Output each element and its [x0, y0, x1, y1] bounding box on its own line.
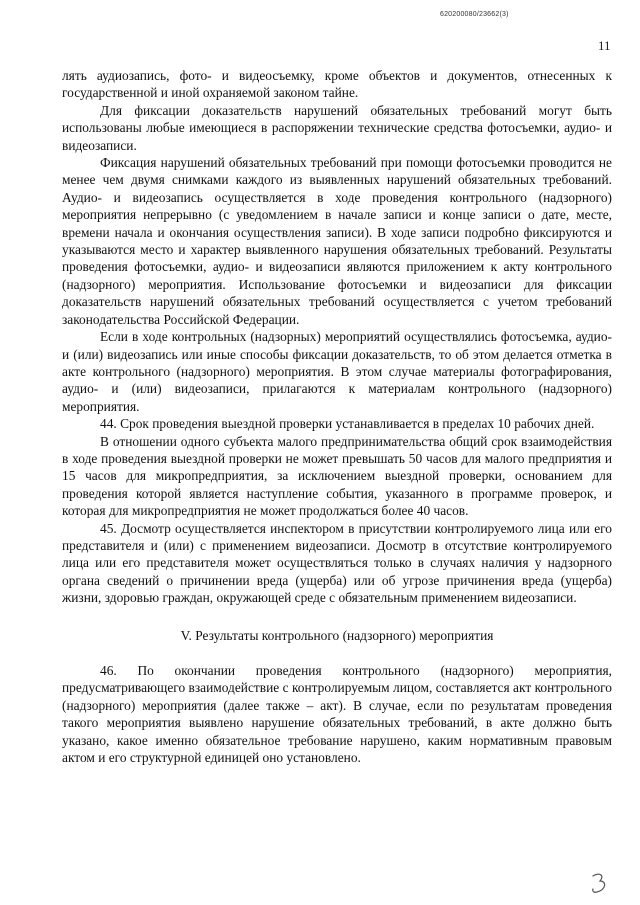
document-body	[62, 67, 612, 766]
paragraph-45: 45. Досмотр осуществляется инспектором в присутствии контролируемого лица или его представителя и (или) с применением видеозаписи. Досмотр в отсутствие контролируемого лица или его представителя может осуществляться только в случаях наличия у надзорного органа сведений о причинении вреда (ущерба) или об угрозе причинения вреда (ущерба) жизни, здоровью граждан, окружающей среде с обязательным применением видеозаписи.	[62, 520, 612, 606]
paragraph-46: 46. По окончании проведения контрольного (надзорного) мероприятия, предусматривающего взаимодействие с контролируемым лицом, составляется акт контрольного (надзорного) мероприятия (далее также – акт). В случае, если по результатам проведения такого мероприятия выявлено нарушение обязательных требований, в акте должно быть указано, какое именно обязательное требование нарушено, каким нормативным правовым актом и его структурной единицей оно установлено.	[62, 663, 612, 766]
page-number: 11	[598, 38, 611, 53]
paragraph-evidence-means: Для фиксации доказательств нарушений обязательных требований могут быть использованы любые имеющиеся в распоряжении технические средства фотосъемки, аудио- и видеозаписи.	[62, 102, 612, 153]
document-id: 620200080/23662(3)	[440, 11, 509, 18]
paragraph-44: 44. Срок проведения выездной проверки устанавливается в пределах 10 рабочих дней.	[100, 416, 595, 432]
section-heading: V. Результаты контрольного (надзорного) мероприятия	[180, 627, 494, 643]
handwritten-initial-mark	[585, 870, 613, 898]
paragraph-act-note: Если в ходе контрольных (надзорных) мероприятий осуществлялись фотосъемка, аудио- и (или) видеозапись или иные способы фиксации доказательств, то об этом делается отметка в акте контрольного (надзорного) мероприятия. В этом случае материалы фотографирования, аудио- и (или) видеозаписи, прилагаются к материалам контрольного (надзорного) мероприятия.	[62, 329, 612, 414]
paragraph-small-business-limit: В отношении одного субъекта малого предпринимательства общий срок взаимодействия в ходе проведения выездной проверки не может превышать 50 часов для малого предприятия и 15 часов для микропредприятия, за исключением выездной проверки, основанием для проведения которой является наступление события, указанного в программе проверок, и которая для микропредприятия не может продолжаться более 40 часов.	[62, 433, 612, 519]
paragraph-recording-procedure: Фиксация нарушений обязательных требований при помощи фотосъемки проводится не менее чем двумя снимками каждого из выявленных нарушений обязательных требований. Аудио- и видеозапись осуществляется в ходе проведения контрольного (надзорного) мероприятия непрерывно (с уведомлением в начале записи и конце записи о дате, месте, времени начала и окончания осуществления записи). В ходе записи подробно фиксируются и указываются место и характер выявленного нарушения обязательных требований. Результаты проведения фотосъемки, аудио- и видеозаписи являются приложением к акту контрольного (надзорного) мероприятия. Использование фотосъемки и видеозаписи для фиксации доказательств нарушений обязательных требований осуществляется с учетом требований законодательства Российской Федерации.	[62, 155, 612, 327]
paragraph-continuation: лять аудиозапись, фото- и видеосъемку, кроме объектов и документов, отнесенных к государственной и иной охраняемой законом тайне.	[62, 68, 612, 101]
